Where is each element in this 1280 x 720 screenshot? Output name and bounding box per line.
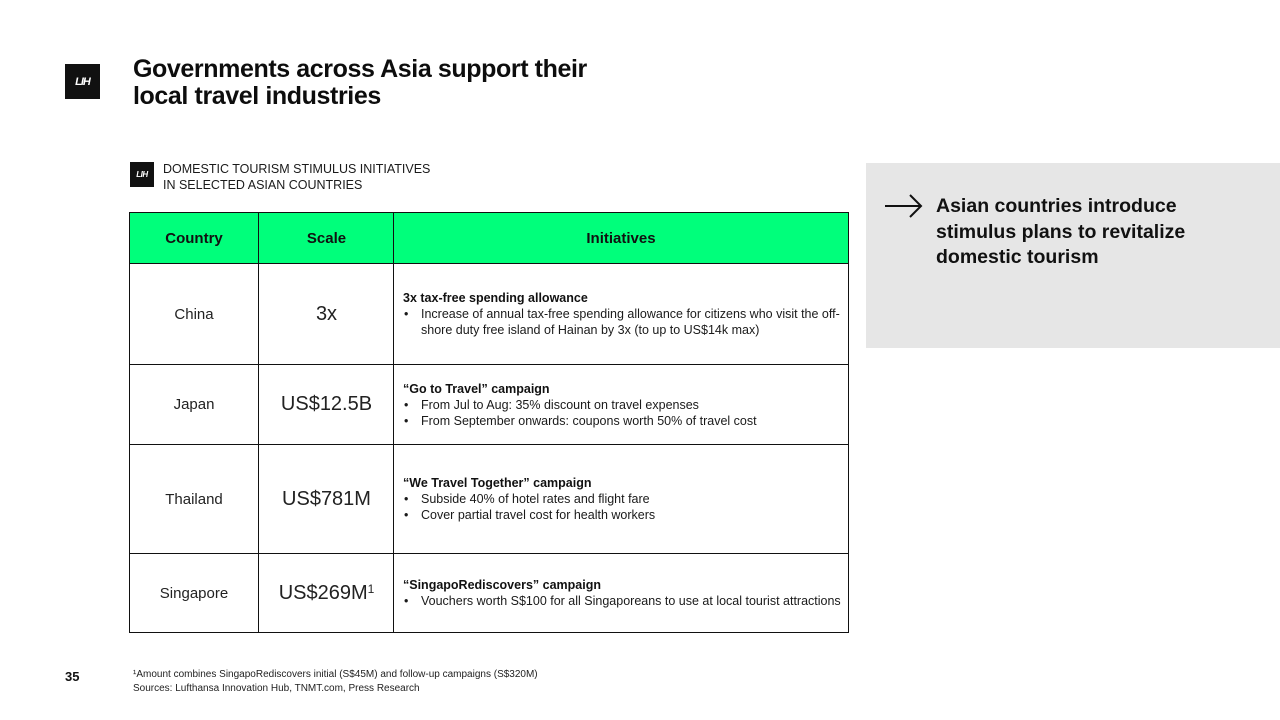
brand-logo: LIH — [65, 64, 100, 99]
section-logo: LIH — [130, 162, 154, 187]
table-row — [130, 554, 848, 632]
table-subtitle-line-2: IN SELECTED ASIAN COUNTRIES — [163, 178, 363, 192]
footnote-marker: 1 — [367, 582, 375, 596]
initiative-title: “Go to Travel” campaign — [403, 381, 550, 396]
table-subtitle — [163, 161, 503, 193]
initiative-bullets — [403, 397, 843, 429]
scale-value: US$781M — [282, 487, 371, 510]
initiative-bullets — [403, 593, 843, 609]
initiative-bullets — [403, 491, 843, 523]
table-header — [130, 213, 848, 264]
table-subtitle-line-1: DOMESTIC TOURISM STIMULUS INITIATIVES — [163, 162, 431, 176]
initiative-bullet: • Cover partial travel cost for health workers — [403, 507, 843, 523]
page-title-line-2: local travel industries — [133, 82, 381, 110]
footnote-text: ¹Amount combines SingapoRediscovers initial (S$45M) and follow-up campaigns (S$320M) — [133, 669, 538, 680]
country-cell: China — [174, 305, 214, 323]
column-divider — [393, 213, 394, 632]
scale-cell — [259, 445, 394, 553]
initiative-bullet: • From September onwards: coupons worth 50% of travel cost — [403, 413, 843, 429]
table-row — [130, 445, 848, 554]
page-title — [133, 56, 693, 110]
scale-value: US$12.5B — [280, 393, 373, 415]
key-takeaway-text: Asian countries introduce stimulus plans to revitalize domestic tourism — [936, 195, 1186, 268]
initiative-bullet: • Vouchers worth S$100 for all Singaporeans to use at local tourist attractions — [403, 593, 843, 609]
initiatives-cell — [403, 445, 843, 553]
initiatives-cell — [403, 554, 843, 632]
header-country: Country — [165, 229, 223, 247]
column-divider — [258, 213, 259, 632]
initiative-bullet: • Increase of annual tax-free spending allowance for citizens who visit the off-shore duty free island of Hainan by 3x (to up to US$14k max) — [403, 306, 843, 338]
initiative-title: “SingapoRediscovers” campaign — [403, 578, 601, 592]
stimulus-table — [129, 212, 849, 633]
table-row — [130, 264, 848, 365]
scale-cell — [259, 554, 394, 632]
page-title-line-1: Governments across Asia support their — [133, 55, 587, 83]
page-number: 35 — [65, 669, 80, 684]
initiative-title: 3x tax-free spending allowance — [403, 291, 588, 305]
country-cell: Singapore — [159, 584, 229, 602]
country-cell: Thailand — [165, 490, 223, 508]
scale-value: US$269M — [278, 581, 368, 604]
scale-cell — [259, 365, 394, 444]
initiatives-cell — [403, 264, 843, 364]
initiatives-cell — [403, 365, 843, 444]
initiative-title: “We Travel Together” campaign — [403, 476, 592, 490]
sources-text: Sources: Lufthansa Innovation Hub, TNMT.com, Press Research — [133, 683, 420, 694]
table-row — [130, 365, 848, 445]
header-initiatives: Initiatives — [586, 229, 656, 247]
arrow-right-icon — [884, 193, 924, 219]
country-cell: Japan — [173, 396, 215, 413]
scale-cell — [259, 264, 394, 364]
initiative-bullet: • Subside 40% of hotel rates and flight fare — [403, 491, 843, 507]
initiative-bullets — [403, 306, 843, 338]
footnotes — [133, 668, 538, 696]
initiative-bullet: • From Jul to Aug: 35% discount on travel expenses — [403, 397, 843, 413]
scale-value: 3x — [315, 302, 338, 325]
header-scale: Scale — [306, 229, 347, 247]
